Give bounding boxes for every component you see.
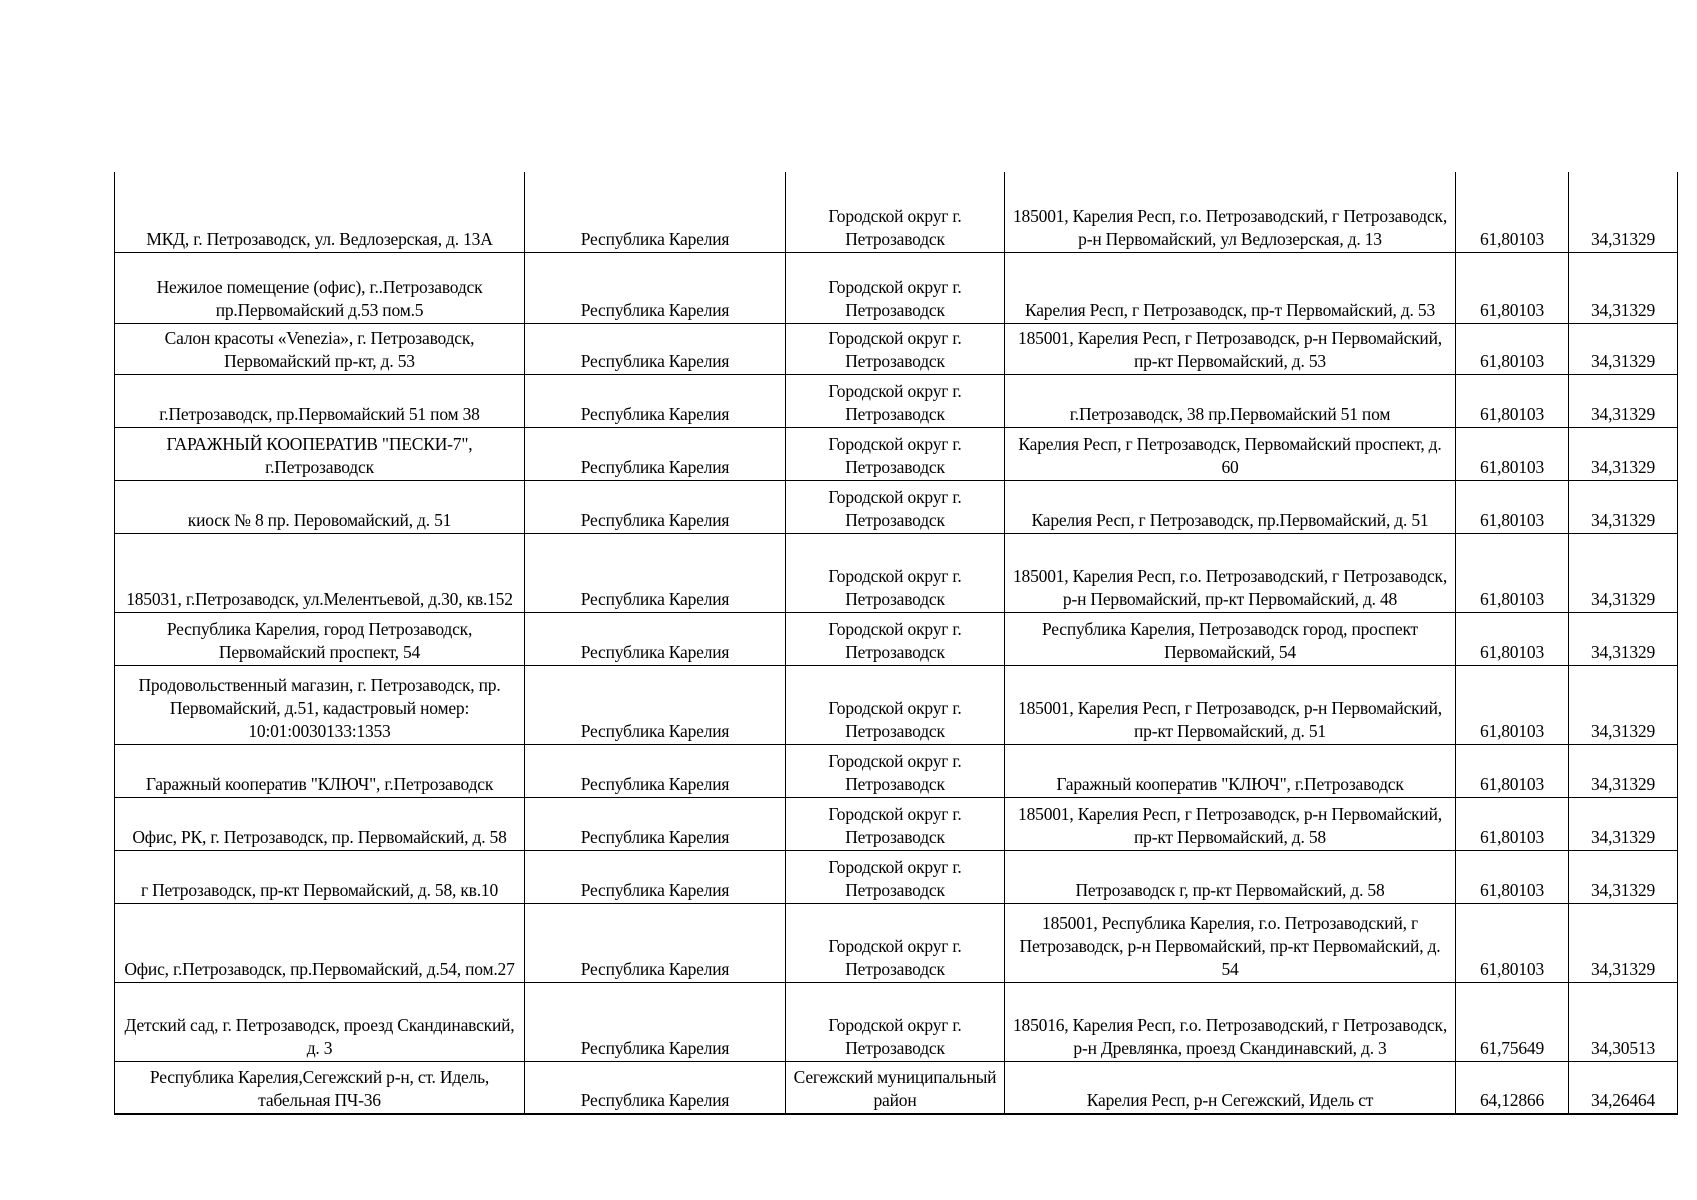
- latitude-cell: 61,80103: [1456, 427, 1569, 480]
- table-row: [115, 850, 1678, 903]
- latitude-cell: 61,80103: [1456, 797, 1569, 850]
- object-name-cell: Продовольственный магазин, г. Петрозаводск, пр. Первомайский, д.51, кадастровый номер: 10:01:0030133:1353: [115, 665, 525, 744]
- longitude-cell: 34,26464: [1569, 1061, 1678, 1114]
- region-cell: Республика Карелия: [525, 427, 786, 480]
- address-cell: Петрозаводск г, пр-кт Первомайский, д. 58: [1005, 850, 1456, 903]
- region-cell: Республика Карелия: [525, 612, 786, 665]
- address-cell: Карелия Респ, г Петрозаводск, пр-т Первомайский, д. 53: [1005, 252, 1456, 323]
- municipality-cell: Городской округ г. Петрозаводск: [786, 612, 1005, 665]
- table-row: [115, 612, 1678, 665]
- latitude-cell: 61,80103: [1456, 323, 1569, 374]
- object-name-cell: Детский сад, г. Петрозаводск, проезд Скандинавский, д. 3: [115, 982, 525, 1061]
- municipality-cell: Городской округ г. Петрозаводск: [786, 533, 1005, 612]
- latitude-cell: 61,80103: [1456, 665, 1569, 744]
- municipality-cell: Городской округ г. Петрозаводск: [786, 744, 1005, 797]
- longitude-cell: 34,31329: [1569, 323, 1678, 374]
- address-cell: 185016, Карелия Респ, г.о. Петрозаводский, г Петрозаводск, р-н Древлянка, проезд Скандинавский, д. 3: [1005, 982, 1456, 1061]
- table-row: [115, 323, 1678, 374]
- longitude-cell: 34,31329: [1569, 172, 1678, 252]
- latitude-cell: 61,80103: [1456, 374, 1569, 427]
- latitude-cell: 61,80103: [1456, 172, 1569, 252]
- address-cell: 185001, Карелия Респ, г.о. Петрозаводский, г Петрозаводск, р-н Первомайский, ул Ведлозерская, д. 13: [1005, 172, 1456, 252]
- registry-table-body: [115, 172, 1678, 1114]
- object-name-cell: Республика Карелия,Сегежский р-н, ст. Идель, табельная ПЧ-36: [115, 1061, 525, 1114]
- object-name-cell: МКД, г. Петрозаводск, ул. Ведлозерская, д. 13А: [115, 172, 525, 252]
- longitude-cell: 34,31329: [1569, 533, 1678, 612]
- longitude-cell: 34,31329: [1569, 797, 1678, 850]
- longitude-cell: 34,31329: [1569, 427, 1678, 480]
- table-row: [115, 172, 1678, 252]
- object-name-cell: Офис, РК, г. Петрозаводск, пр. Первомайский, д. 58: [115, 797, 525, 850]
- longitude-cell: 34,31329: [1569, 374, 1678, 427]
- address-cell: Республика Карелия, Петрозаводск город, проспект Первомайский, 54: [1005, 612, 1456, 665]
- table-row: [115, 1061, 1678, 1114]
- region-cell: Республика Карелия: [525, 982, 786, 1061]
- municipality-cell: Городской округ г. Петрозаводск: [786, 323, 1005, 374]
- table-row: [115, 665, 1678, 744]
- latitude-cell: 61,80103: [1456, 850, 1569, 903]
- address-cell: 185001, Карелия Респ, г.о. Петрозаводский, г Петрозаводск, р-н Первомайский, пр-кт Первомайский, д. 48: [1005, 533, 1456, 612]
- municipality-cell: Городской округ г. Петрозаводск: [786, 850, 1005, 903]
- latitude-cell: 64,12866: [1456, 1061, 1569, 1114]
- object-name-cell: Нежилое помещение (офис), г..Петрозаводск пр.Первомайский д.53 пом.5: [115, 252, 525, 323]
- table-row: [115, 480, 1678, 533]
- object-name-cell: ГАРАЖНЫЙ КООПЕРАТИВ "ПЕСКИ-7", г.Петрозаводск: [115, 427, 525, 480]
- region-cell: Республика Карелия: [525, 850, 786, 903]
- object-name-cell: киоск № 8 пр. Перовомайский, д. 51: [115, 480, 525, 533]
- object-name-cell: Республика Карелия, город Петрозаводск, Первомайский проспект, 54: [115, 612, 525, 665]
- municipality-cell: Городской округ г. Петрозаводск: [786, 172, 1005, 252]
- longitude-cell: 34,31329: [1569, 744, 1678, 797]
- table-row: [115, 427, 1678, 480]
- region-cell: Республика Карелия: [525, 172, 786, 252]
- object-name-cell: 185031, г.Петрозаводск, ул.Мелентьевой, д.30, кв.152: [115, 533, 525, 612]
- municipality-cell: Городской округ г. Петрозаводск: [786, 982, 1005, 1061]
- table-row: [115, 903, 1678, 982]
- region-cell: Республика Карелия: [525, 480, 786, 533]
- address-cell: 185001, Карелия Респ, г Петрозаводск, р-н Первомайский, пр-кт Первомайский, д. 51: [1005, 665, 1456, 744]
- municipality-cell: Городской округ г. Петрозаводск: [786, 480, 1005, 533]
- region-cell: Республика Карелия: [525, 374, 786, 427]
- municipality-cell: Городской округ г. Петрозаводск: [786, 665, 1005, 744]
- municipality-cell: Городской округ г. Петрозаводск: [786, 252, 1005, 323]
- address-cell: Гаражный кооператив "КЛЮЧ", г.Петрозаводск: [1005, 744, 1456, 797]
- address-cell: 185001, Карелия Респ, г Петрозаводск, р-н Первомайский, пр-кт Первомайский, д. 53: [1005, 323, 1456, 374]
- longitude-cell: 34,31329: [1569, 850, 1678, 903]
- latitude-cell: 61,80103: [1456, 252, 1569, 323]
- latitude-cell: 61,75649: [1456, 982, 1569, 1061]
- object-name-cell: Офис, г.Петрозаводск, пр.Первомайский, д.54, пом.27: [115, 903, 525, 982]
- region-cell: Республика Карелия: [525, 323, 786, 374]
- longitude-cell: 34,31329: [1569, 252, 1678, 323]
- municipality-cell: Городской округ г. Петрозаводск: [786, 797, 1005, 850]
- region-cell: Республика Карелия: [525, 533, 786, 612]
- registry-table: [114, 172, 1678, 1115]
- region-cell: Республика Карелия: [525, 1061, 786, 1114]
- region-cell: Республика Карелия: [525, 252, 786, 323]
- municipality-cell: Городской округ г. Петрозаводск: [786, 903, 1005, 982]
- latitude-cell: 61,80103: [1456, 612, 1569, 665]
- latitude-cell: 61,80103: [1456, 533, 1569, 612]
- address-cell: Карелия Респ, г Петрозаводск, пр.Первомайский, д. 51: [1005, 480, 1456, 533]
- latitude-cell: 61,80103: [1456, 744, 1569, 797]
- table-row: [115, 982, 1678, 1061]
- longitude-cell: 34,30513: [1569, 982, 1678, 1061]
- longitude-cell: 34,31329: [1569, 480, 1678, 533]
- object-name-cell: г.Петрозаводск, пр.Первомайский 51 пом 38: [115, 374, 525, 427]
- latitude-cell: 61,80103: [1456, 903, 1569, 982]
- table-row: [115, 797, 1678, 850]
- municipality-cell: Городской округ г. Петрозаводск: [786, 374, 1005, 427]
- address-cell: г.Петрозаводск, 38 пр.Первомайский 51 пом: [1005, 374, 1456, 427]
- address-cell: 185001, Республика Карелия, г.о. Петрозаводский, г Петрозаводск, р-н Первомайский, пр-кт Первомайский, д. 54: [1005, 903, 1456, 982]
- document-sheet: [114, 172, 1678, 1115]
- address-cell: 185001, Карелия Респ, г Петрозаводск, р-н Первомайский, пр-кт Первомайский, д. 58: [1005, 797, 1456, 850]
- longitude-cell: 34,31329: [1569, 612, 1678, 665]
- table-row: [115, 374, 1678, 427]
- region-cell: Республика Карелия: [525, 903, 786, 982]
- region-cell: Республика Карелия: [525, 797, 786, 850]
- table-row: [115, 533, 1678, 612]
- object-name-cell: г Петрозаводск, пр-кт Первомайский, д. 58, кв.10: [115, 850, 525, 903]
- region-cell: Республика Карелия: [525, 744, 786, 797]
- region-cell: Республика Карелия: [525, 665, 786, 744]
- address-cell: Карелия Респ, р-н Сегежский, Идель ст: [1005, 1061, 1456, 1114]
- municipality-cell: Городской округ г. Петрозаводск: [786, 427, 1005, 480]
- object-name-cell: Салон красоты «Venezia», г. Петрозаводск, Первомайский пр-кт, д. 53: [115, 323, 525, 374]
- table-row: [115, 252, 1678, 323]
- latitude-cell: 61,80103: [1456, 480, 1569, 533]
- table-row: [115, 744, 1678, 797]
- longitude-cell: 34,31329: [1569, 665, 1678, 744]
- longitude-cell: 34,31329: [1569, 903, 1678, 982]
- address-cell: Карелия Респ, г Петрозаводск, Первомайский проспект, д. 60: [1005, 427, 1456, 480]
- object-name-cell: Гаражный кооператив "КЛЮЧ", г.Петрозаводск: [115, 744, 525, 797]
- municipality-cell: Сегежский муниципальный район: [786, 1061, 1005, 1114]
